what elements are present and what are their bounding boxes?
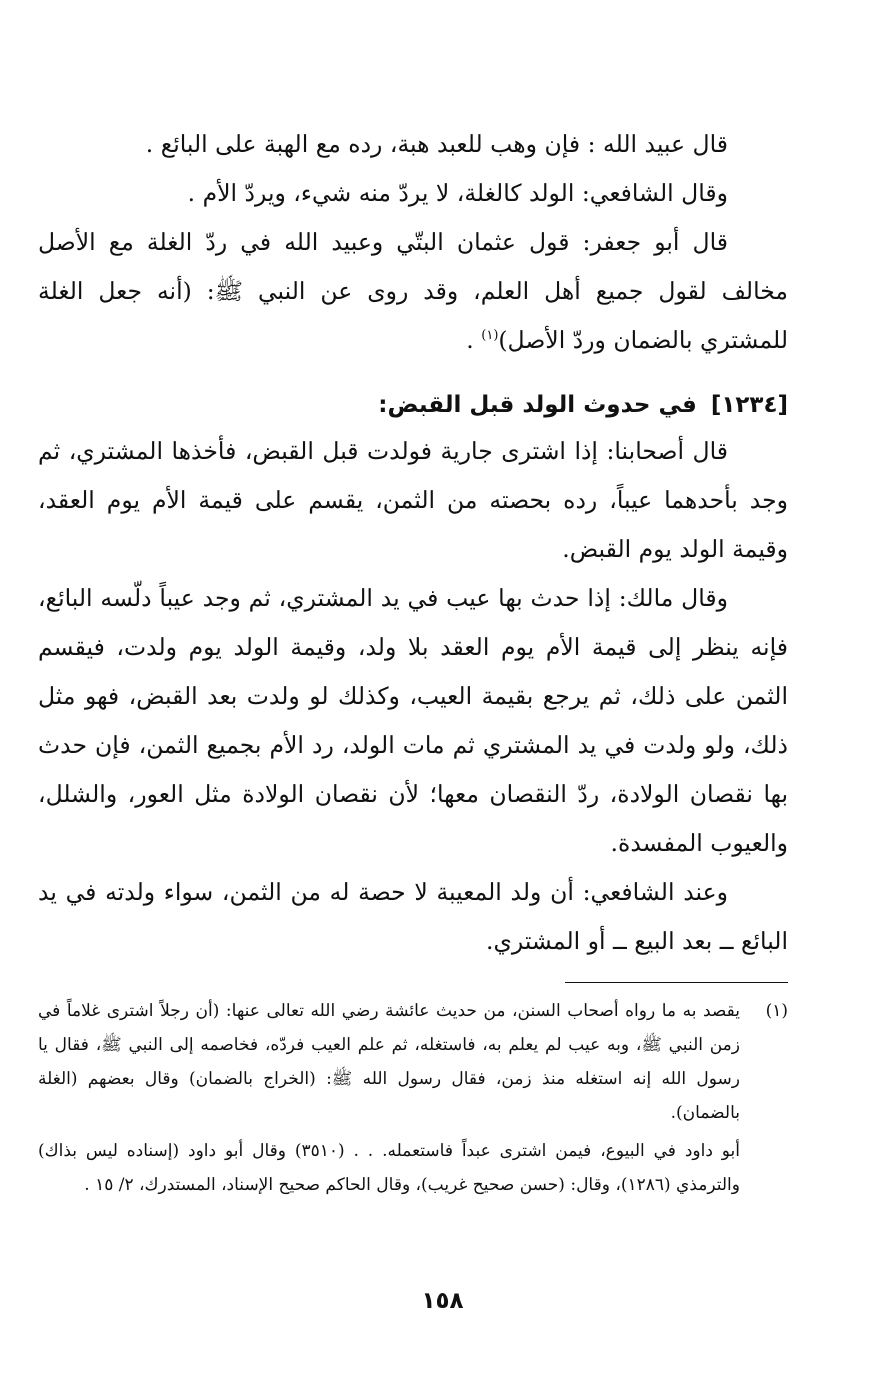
page-number: ١٥٨ [421, 1288, 464, 1314]
section-number: [١٢٣٤] [710, 392, 788, 418]
footnote-1-text: يقصد به ما رواه أصحاب السنن، من حديث عائشة رضي الله تعالى عنها: (أن رجلاً اشترى غلاماً في زمن النبي ﷺ، وبه عيب لم يعلم به، فاستغله، ثم علم العيب فردّه، فخاصمه إلى النبي ﷺ، فقال يا رسول الله إنه استغله منذ زمن، فقال رسول الله ﷺ: (الخراج بالضمان) وقال بعضهم (الغلة بالضمان). [38, 1001, 740, 1123]
footnote-separator [565, 982, 788, 983]
paragraph-4: قال أصحابنا: إذا اشترى جارية فولدت قبل القبض، فأخذها المشتري، ثم وجد بأحدهما عيباً، رده بحصته من الثمن، يقسم على قيمة الأم يوم العقد، وقيمة الولد يوم القبض. [38, 437, 788, 563]
paragraph-3-end: . [466, 326, 482, 354]
footnote-1-continuation: أبو داود في البيوع، فيمن اشترى عبداً فاستعمله. . . (٣٥١٠) وقال أبو داود (إسناده ليس بذاك) والترمذي (١٢٨٦)، وقال: (حسن صحيح غريب)، وقال الحاكم صحيح الإسناد، المستدرك، ٢/ ١٥ . [38, 1141, 741, 1195]
paragraph-3-text: قال أبو جعفر: قول عثمان البتّي وعبيد الله في ردّ الغلة مع الأصل مخالف لقول جميع أهل العلم، وقد روى عن النبي ﷺ: (أنه جعل الغلة للمشتري بالضمان وردّ الأصل) [38, 228, 788, 354]
footnote-ref-1[interactable]: (١) [481, 328, 499, 344]
footnotes [38, 994, 788, 1202]
footnote-1 [38, 994, 788, 1130]
paragraph-5: وقال مالك: إذا حدث بها عيب في يد المشتري، ثم وجد عيباً دلّسه البائع، فإنه ينظر إلى قيمة الأم يوم العقد بلا ولد، وقيمة الولد يوم ولدت، فيقسم الثمن على ذلك، ثم يرجع بقيمة العيب، وكذلك لو ولدت بعد القبض، فهو مثل ذلك، ولو ولدت في يد المشتري ثم مات الولد، رد الأم بجميع الثمن، فإن حدث بها نقصان الولادة، ردّ النقصان معها؛ لأن نقصان الولادة مثل العور، والشلل، والعيوب المفسدة. [38, 584, 788, 857]
section-title: في حدوث الولد قبل القبض: [378, 392, 697, 418]
paragraph-1: قال عبيد الله : فإن وهب للعبد هبة، رده مع الهبة على البائع . [145, 130, 728, 158]
paragraph-6: وعند الشافعي: أن ولد المعيبة لا حصة له من الثمن، سواء ولدته في يد البائع ــ بعد البيع ــ أو المشتري. [38, 878, 788, 955]
paragraph-2: وقال الشافعي: الولد كالغلة، لا يردّ منه شيء، ويردّ الأم . [187, 179, 728, 207]
main-text [38, 120, 788, 966]
paragraph-3 [38, 218, 788, 365]
section-heading [38, 383, 788, 427]
footnote-1-number: (١) [765, 1001, 788, 1021]
